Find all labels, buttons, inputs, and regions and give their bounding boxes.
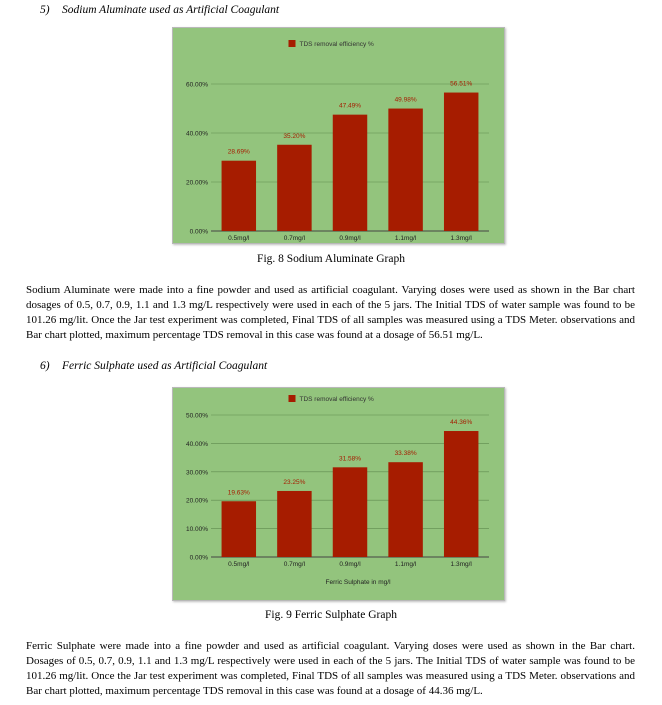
y-tick-label: 0.00% [189,228,208,236]
figure-caption: Fig. 9 Ferric Sulphate Graph [265,609,397,621]
sodium-aluminate-bar-chart [172,27,505,244]
y-tick-label: 0.00% [189,554,208,562]
x-axis-title: Ferric Sulphate in mg/l [325,579,391,586]
section-number: 6) [40,360,50,372]
y-tick-label: 30.00% [185,469,208,477]
bar [277,491,311,557]
y-tick-label: 40.00% [185,440,208,448]
x-tick-label: 0.5mg/l [228,561,250,568]
legend-label: TDS removal efficiency % [299,41,374,48]
legend-swatch [289,40,296,47]
bar [388,109,422,231]
x-tick-label: 0.7mg/l [283,235,306,242]
bar [333,467,367,557]
y-tick-label: 60.00% [185,81,208,89]
figure-caption: Fig. 8 Sodium Aluminate Graph [257,253,405,265]
section-heading-ferric-sulphate [40,360,267,372]
x-tick-label: 1.1mg/l [394,235,417,242]
legend-label: TDS removal efficiency % [299,396,374,403]
x-tick-label: 0.9mg/l [339,235,361,242]
section-title: Ferric Sulphate used as Artificial Coagulant [62,360,268,372]
y-tick-label: 10.00% [185,526,208,534]
data-label: 33.38% [394,450,417,458]
ferric-sulphate-bar-chart [172,387,505,601]
body-paragraph: Ferric Sulphate were made into a fine powder and used as artificial coagulant. Varying doses were used as shown in the Bar chart. Dosages of 0.5, 0.7, 0.9, 1.1 and 1.3 mg/L respectively were used in each of the 5 jars. The Initial TDS of water sample was found to be 101.26 mg/lit. Once the Jar test experiment was completed, Final TDS of all samples was measured using a TDS Meter. observations and Bar chart plotted, maximum percentage TDS removal in this case was found at a dosage of 44.36 mg/L. [26,640,635,697]
x-tick-label: 0.5mg/l [228,235,250,242]
data-label: 31.58% [338,455,362,463]
bar [222,161,256,231]
data-label: 56.51% [450,80,473,88]
legend-swatch [289,395,296,402]
y-tick-label: 20.00% [185,497,208,505]
body-paragraph: Sodium Aluminate were made into a fine powder and used as artificial coagulant. Varying doses were used as shown in the Bar chart dosages of 0.5, 0.7, 0.9, 1.1 and 1.3 mg/L respectively were used in each of the 5 jars. The Initial TDS of water sample was found to be 101.26 mg/lit. Once the Jar test experiment was completed, Final TDS of all samples was measured using a TDS Meter. observations and Bar chart plotted, maximum percentage TDS removal in this case was found at a dosage of 56.51 mg/L. [26,284,635,341]
data-label: 35.20% [283,132,306,140]
data-label: 28.69% [227,148,250,156]
bar [333,115,367,231]
y-tick-label: 50.00% [185,412,208,420]
bar [444,431,478,557]
section-number: 5) [40,4,50,16]
x-tick-label: 1.1mg/l [394,561,417,568]
data-label: 19.63% [227,489,250,497]
y-tick-label: 20.00% [185,179,208,187]
data-label: 44.36% [450,419,473,427]
x-tick-label: 0.9mg/l [339,561,361,568]
data-label: 23.25% [283,478,306,486]
y-tick-label: 40.00% [185,130,208,138]
bar [388,462,422,557]
legend [289,40,375,48]
data-label: 47.49% [338,102,362,110]
bar [444,93,478,231]
data-label: 49.98% [394,96,417,104]
bar [277,145,311,231]
legend [289,395,375,403]
x-tick-label: 1.3mg/l [450,235,472,242]
x-tick-label: 1.3mg/l [450,561,472,568]
bar [222,501,256,557]
chart-svg [173,28,504,243]
x-tick-label: 0.7mg/l [283,561,306,568]
section-title: Sodium Aluminate used as Artificial Coagulant [62,4,280,16]
section-heading-sodium-aluminate [40,4,279,16]
chart-svg [173,388,504,600]
